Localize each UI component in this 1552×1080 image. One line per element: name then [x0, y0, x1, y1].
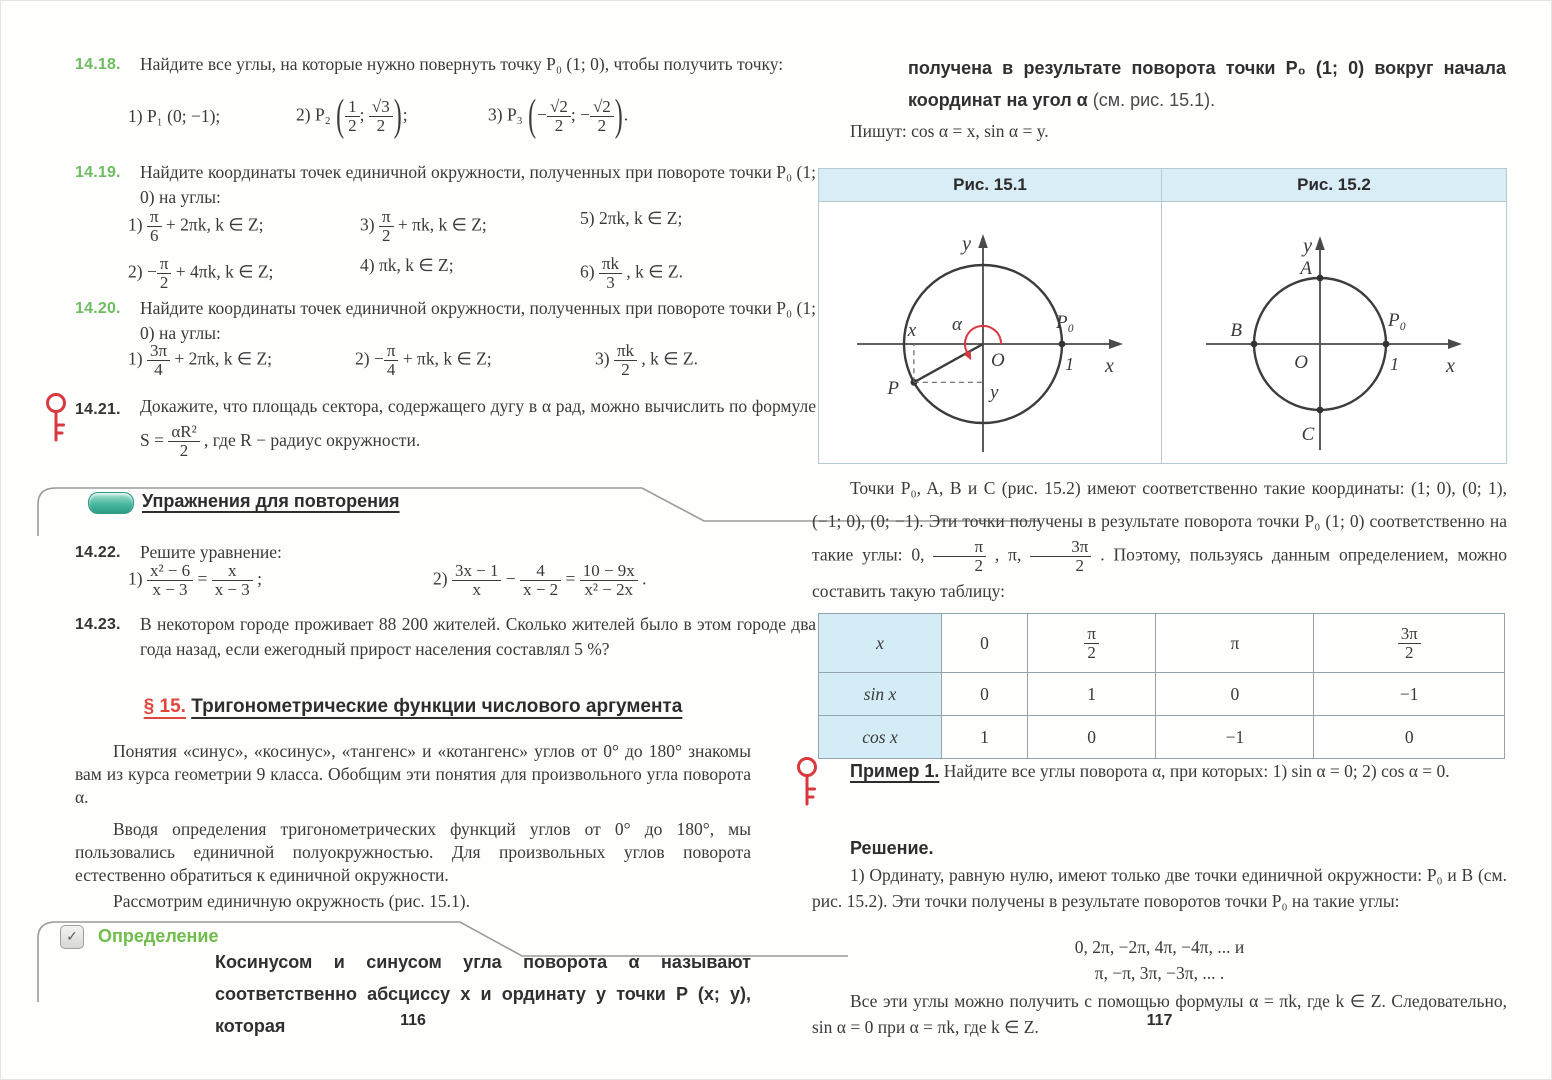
paragraph: Понятия «синус», «косинус», «тангенс» и «котангенс» углов от 0° до 180° знакомы вам из курса геометрии 9 класса. Обобщим эти понятия для произвольного угла поворота α. [75, 741, 751, 807]
example-text: Найдите все углы поворота α, при которых: 1) sin α = 0; 2) cos α = 0. [939, 761, 1450, 781]
definition-continuation [908, 52, 1506, 116]
math-item: 2) − $\frac{\pi}{2}$ + 4πk, k ∈ Z; [128, 253, 274, 292]
table-cell: 0 [1156, 673, 1314, 716]
problem-14-19-items [128, 208, 748, 292]
table-cell: 0 [1314, 716, 1505, 759]
continuation-note: (см. рис. 15.1). [1092, 90, 1216, 110]
problem-14-18-items [128, 92, 748, 141]
table-cell: 1 [942, 716, 1028, 759]
problem-14-21 [75, 390, 816, 460]
table-cell: −1 [1156, 716, 1314, 759]
problem-number: 14.20. [75, 300, 121, 317]
table-cell: $\frac{3\pi}{2}$ [1314, 614, 1505, 673]
table-cell: x [819, 614, 942, 673]
review-pill-icon [88, 492, 134, 514]
figure-caption-15-2: Рис. 15.2 [1162, 169, 1506, 202]
label-p: P [887, 378, 899, 399]
table-row [819, 716, 1505, 759]
math-item: 4) πk, k ∈ Z; [360, 254, 454, 275]
problem-text: Найдите координаты точек единичной окружности, полученных при повороте точки P₀ (1; 0) на углы: [140, 298, 816, 344]
label-one: 1 [1065, 354, 1074, 374]
unit-circle-diagram-15-1 [819, 202, 1161, 462]
table-cell: cos x [819, 716, 942, 759]
figure-caption-15-1: Рис. 15.1 [819, 169, 1161, 202]
math-item: 1) $\frac{3\pi}{4}$ + 2πk, k ∈ Z; [128, 341, 273, 379]
problem-14-23 [75, 612, 816, 663]
paragraph: Рассмотрим единичную окружность (рис. 15.1). [113, 891, 470, 911]
problem-14-22-items [128, 562, 748, 599]
label-p0: P₀ [1388, 310, 1407, 331]
section-15-title [75, 696, 751, 718]
review-section-title: Упражнения для повторения [142, 491, 400, 511]
figure-15-2 [1161, 169, 1506, 463]
label-p0: P₀ [1056, 312, 1075, 333]
table-cell: 1 [1027, 673, 1155, 716]
solution-paragraph-2: Все эти углы можно получить с помощью формулы α = πk, где k ∈ Z. Следовательно, sin α = 0 при α = πk, где k ∈ Z. [812, 991, 1507, 1037]
points-paragraph: Точки P₀, A, B и C (рис. 15.2) имеют соответственно такие координаты: (1; 0), (0; 1), (−1; 0), (0; −1). Эти точки получены в результате поворота точки P₀ (1; 0) соответственно на такие углы: 0, $\frac{\pi}{2}$ , π, $\frac{3\pi}{2}$ . Поэтому, пользуясь данным определением, можно составить такую таблицу: [812, 478, 1508, 601]
page-number-right: 117 [1146, 1012, 1173, 1029]
problem-14-20-items [128, 342, 748, 379]
solution-paragraph-1: 1) Ординату, равную нулю, имеют только две точки единичной окружности: P₀ и B (см. рис. 15.2). Эти точки получены в результате поворотов точки P₀ на такие углы: [812, 865, 1507, 911]
problem-14-18 [75, 52, 816, 77]
problem-text: Найдите координаты точек единичной окружности, полученных при повороте точки P₀ (1; 0) на углы: [140, 162, 816, 208]
label-x-coord: x [907, 320, 917, 341]
problem-text: Решите уравнение: [140, 542, 282, 562]
figure-15-1 [819, 169, 1161, 463]
definition-label: Определение [98, 926, 219, 946]
label-b: B [1230, 320, 1242, 341]
math-item: 3) P₃ (− $\frac{√2}{2}$ ; − $\frac{√2}{2}$ ). [488, 92, 629, 141]
math-item: 3) $\frac{\pi}{2}$ + πk, k ∈ Z; [360, 207, 487, 245]
math-item: 3) $\frac{\pi k}{2}$ , k ∈ Z. [595, 341, 698, 379]
table-sin-cos [818, 613, 1505, 759]
definition-text: Косинусом и синусом угла поворота α называют соответственно абсциссу x и ординату y точки P (x; y), которая [215, 952, 751, 1036]
math-item: 2) − $\frac{\pi}{4}$ + πk, k ∈ Z; [355, 341, 492, 379]
table-cell: 0 [1027, 716, 1155, 759]
table-cell: 0 [942, 673, 1028, 716]
label-origin: O [991, 350, 1005, 371]
label-alpha: α [952, 314, 962, 335]
problem-number: 14.22. [75, 544, 121, 561]
table-cell: $\frac{\pi}{2}$ [1027, 614, 1155, 673]
problem-14-20 [75, 296, 816, 347]
label-x-axis: x [1105, 355, 1114, 377]
angles-line-2: π, −π, 3π, −3π, ... . [1094, 963, 1225, 983]
label-y-coord: y [990, 382, 999, 403]
label-x-axis: x [1446, 355, 1455, 377]
problem-number: 14.21. [75, 401, 121, 418]
problem-number: 14.18. [75, 56, 121, 73]
solution-label: Решение. [850, 838, 934, 858]
table-cell: 0 [942, 614, 1028, 673]
example-1 [812, 758, 1507, 784]
table-row [819, 673, 1505, 716]
paragraph: Вводя определения тригонометрических функций углов от 0° до 180°, мы пользовались единичной полуокружностью. Для произвольных углов поворота естественно обратиться к единичной окружности. [75, 819, 751, 885]
section-number: § 15. [143, 696, 186, 717]
check-glyph: ✓ [66, 929, 78, 945]
problem-text: Найдите все углы, на которые нужно повернуть точку P₀ (1; 0), чтобы получить точку: [140, 54, 784, 74]
table-cell: π [1156, 614, 1314, 673]
angles-line-1: 0, 2π, −2π, 4π, −4π, ... и [1074, 937, 1245, 957]
label-a: A [1300, 258, 1312, 279]
key-icon [42, 392, 70, 446]
math-item: 1) $\frac{\text{x² − 6}}{x - 3}$ = $\frac{x}{x - 3}$ ; [128, 561, 262, 599]
math-item: 2) $\frac{3x - 1}{x}$ − $\frac{4}{x - 2}$ = $\frac{10 - 9x}{\text{x² − 2x}}$ . [433, 561, 647, 599]
problem-text: В некотором городе проживает 88 200 жителей. Сколько жителей было в этом городе два года назад, если ежегодный прирост населения составлял 5 %? [140, 614, 816, 660]
unit-circle-diagram-15-2 [1162, 202, 1506, 462]
math-item: 1) $\frac{\pi}{6}$ + 2πk, k ∈ Z; [128, 207, 264, 245]
continuation-bold: получена в результате поворота точки P₀ (1; 0) вокруг начала координат на угол α [908, 58, 1506, 110]
math-item: 5) 2πk, k ∈ Z; [580, 208, 683, 228]
math-item: 2) P₂ ( $\frac{1}{2}$ ; $\frac{√3}{2}$ ); [296, 92, 408, 141]
label-c: C [1301, 424, 1315, 445]
math-item: 1) P₁ (0; −1); [128, 105, 221, 126]
table-row [819, 614, 1505, 673]
label-origin: O [1294, 352, 1308, 373]
example-label: Пример 1. [850, 761, 940, 781]
table-cell: sin x [819, 673, 942, 716]
definition-check-icon [60, 925, 84, 949]
table-cell: −1 [1314, 673, 1505, 716]
section-title-text: Тригонометрические функции числового аргумента [191, 696, 683, 717]
problem-number: 14.23. [75, 616, 121, 633]
math-item: 6) $\frac{\pi k}{3}$ , k ∈ Z. [580, 253, 683, 292]
page-number-left: 116 [400, 1012, 426, 1029]
problem-math-text: Докажите, что площадь сектора, содержащего дугу в α рад, можно вычислить по формуле S = $\frac{\text{αR²}}{2}$ , где R − радиус окружности. [140, 396, 816, 461]
problem-number: 14.19. [75, 164, 121, 181]
label-y-axis: y [962, 233, 971, 255]
figures-panel [818, 168, 1507, 464]
label-one: 1 [1390, 354, 1399, 374]
pishut-line: Пишут: cos α = x, sin α = y. [850, 121, 1049, 141]
problem-14-19 [75, 160, 816, 211]
label-y-axis: y [1303, 235, 1312, 257]
